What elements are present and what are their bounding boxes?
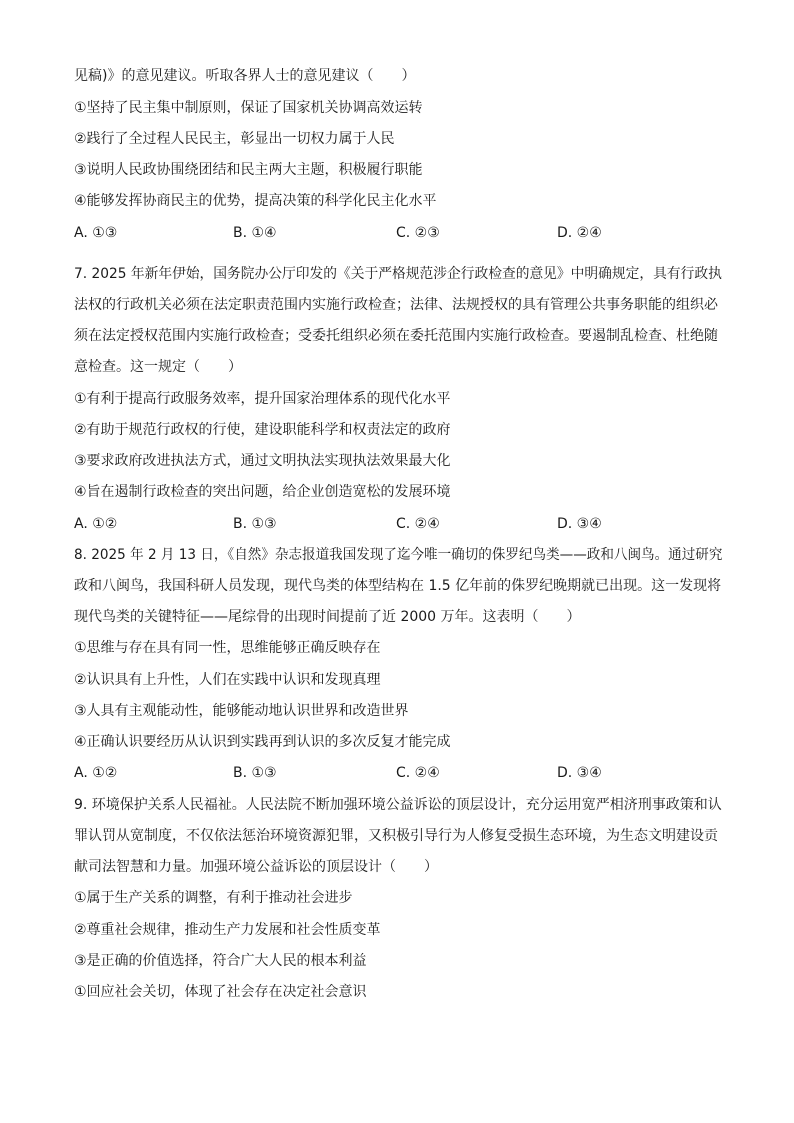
q6-statement-1: ①坚持了民主集中制原则，保证了国家机关协调高效运转 bbox=[74, 100, 423, 116]
q9-statement-3: ③是正确的价值选择，符合广大人民的根本利益 bbox=[74, 953, 367, 969]
q8-option-c: C. ②④ bbox=[396, 765, 440, 781]
q6-option-b: B. ①④ bbox=[233, 225, 277, 241]
q6-statement-2: ②践行了全过程人民民主，彰显出一切权力属于人民 bbox=[74, 131, 395, 147]
q8-stem-line-3: 现代鸟类的关键特征——尾综骨的出现时间提前了近 2000 万年。这表明（ ） bbox=[74, 609, 581, 625]
q9-stem-line-1: 9. 环境保护关系人民福祉。人民法院不断加强环境公益诉讼的顶层设计，充分运用宽严相济刑事政策和认 bbox=[74, 797, 722, 813]
q6-option-d: D. ②④ bbox=[557, 225, 602, 241]
q9-statement-1: ①属于生产关系的调整，有利于推动社会进步 bbox=[74, 890, 353, 906]
q7-option-c: C. ②④ bbox=[396, 516, 440, 532]
q8-stem-line-1: 8. 2025 年 2 月 13 日，《自然》杂志报道我国发现了迄今唯一确切的侏罗纪鸟类——政和八闽鸟。通过研究 bbox=[74, 547, 723, 563]
q7-statement-2: ②有助于规范行政权的行使，建设职能科学和权责法定的政府 bbox=[74, 422, 451, 438]
q8-statement-1: ①思维与存在具有同一性，思维能够正确反映存在 bbox=[74, 640, 381, 656]
q7-stem-line-4: 意检查。这一规定（ ） bbox=[74, 359, 242, 375]
q7-option-d: D. ③④ bbox=[557, 516, 602, 532]
q8-option-d: D. ③④ bbox=[557, 765, 602, 781]
q7-statement-4: ④旨在遏制行政检查的突出问题，给企业创造宽松的发展环境 bbox=[74, 484, 451, 500]
q8-statement-4: ④正确认识要经历从认识到实践再到认识的多次反复才能完成 bbox=[74, 734, 451, 750]
q7-option-b: B. ①③ bbox=[233, 516, 277, 532]
q6-option-c: C. ②③ bbox=[396, 225, 440, 241]
q9-stem-line-2: 罪认罚从宽制度，不仅依法惩治环境资源犯罪，又积极引导行为人修复受损生态环境，为生态文明建设贡 bbox=[74, 828, 718, 844]
q8-option-b: B. ①③ bbox=[233, 765, 277, 781]
q8-option-a: A. ①② bbox=[74, 765, 118, 781]
q7-stem-line-2: 法权的行政机关必须在法定职责范围内实施行政检查；法律、法规授权的具有管理公共事务职能的组织必 bbox=[74, 297, 718, 313]
q7-stem-line-3: 须在法定授权范围内实施行政检查；受委托组织必须在委托范围内实施行政检查。要遏制乱检查、杜绝随 bbox=[74, 328, 718, 344]
q8-statement-2: ②认识具有上升性，人们在实践中认识和发现真理 bbox=[74, 672, 381, 688]
q7-option-a: A. ①② bbox=[74, 516, 118, 532]
q6-statement-3: ③说明人民政协围绕团结和民主两大主题，积极履行职能 bbox=[74, 162, 423, 178]
q7-statement-1: ①有利于提高行政服务效率，提升国家治理体系的现代化水平 bbox=[74, 391, 451, 407]
q9-statement-2: ②尊重社会规律，推动生产力发展和社会性质变革 bbox=[74, 922, 381, 938]
q9-statement-4: ①回应社会关切，体现了社会存在决定社会意识 bbox=[74, 984, 367, 1000]
q8-statement-3: ③人具有主观能动性，能够能动地认识世界和改造世界 bbox=[74, 703, 409, 719]
q8-stem-line-2: 政和八闽鸟，我国科研人员发现，现代鸟类的体型结构在 1.5 亿年前的侏罗纪晚期就已出现。这一发现将 bbox=[74, 578, 722, 594]
q7-stem-line-1: 7. 2025 年新年伊始，国务院办公厅印发的《关于严格规范涉企行政检查的意见》中明确规定，具有行政执 bbox=[74, 266, 722, 282]
q9-stem-line-3: 献司法智慧和力量。加强环境公益诉讼的顶层设计（ ） bbox=[74, 859, 438, 875]
q6-option-a: A. ①③ bbox=[74, 225, 118, 241]
q7-statement-3: ③要求政府改进执法方式，通过文明执法实现执法效果最大化 bbox=[74, 453, 451, 469]
q6-statement-4: ④能够发挥协商民主的优势，提高决策的科学化民主化水平 bbox=[74, 193, 437, 209]
q6-stem-tail: 见稿)》的意见建议。听取各界人士的意见建议（ ） bbox=[74, 68, 416, 84]
